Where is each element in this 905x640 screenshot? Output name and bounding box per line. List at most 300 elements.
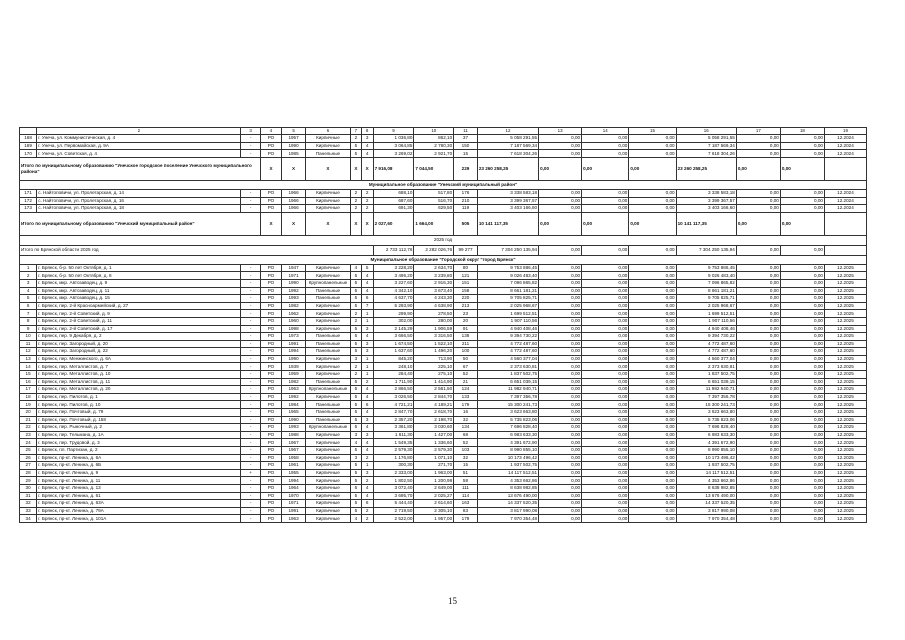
year-built-cell: 1957 — [282, 135, 306, 143]
ro-method-cell: РО — [260, 264, 281, 272]
region-cost-cell: 0,00 — [582, 386, 629, 394]
living-area-cell: 862,10 — [414, 135, 454, 143]
year-built-cell: 1970 — [282, 492, 306, 500]
total-area-cell: 3 361,80 — [373, 424, 414, 432]
table-row — [20, 454, 867, 462]
elevator-cell: - — [241, 264, 260, 272]
municipal-cost-cell: 0,00 — [629, 515, 676, 523]
register-table — [19, 127, 867, 523]
completion-date-cell: 12.2025 — [824, 469, 866, 477]
region-cost-cell: 0,00 — [582, 371, 629, 379]
completion-date-cell: 12.2025 — [824, 340, 866, 348]
completion-date-cell: 12.2025 — [824, 279, 866, 287]
entrances-cell: 3 — [361, 431, 373, 439]
owner-cost-cell: 3 403 166,60 — [676, 205, 736, 213]
living-area-cell: 2 561,50 — [414, 386, 454, 394]
living-area-cell: 629,50 — [414, 205, 454, 213]
elevator-cell: - — [241, 507, 260, 515]
elevator-cell: - — [241, 189, 260, 197]
elevator-cell: - — [241, 287, 260, 295]
floors-cell: 4 — [351, 264, 362, 272]
wall-material-cell: Кирпичные — [305, 515, 350, 523]
owner-cost-cell: 4 772 487,60 — [676, 348, 736, 356]
address-cell: г. Брянск, пер. Металлистов, д. 11 — [37, 378, 241, 386]
region-cost-cell: 0,00 — [582, 325, 629, 333]
year-built-cell: 1973 — [282, 333, 306, 341]
fund-cost-cell: 0,00 — [539, 378, 582, 386]
region-cost-cell: 0,00 — [582, 424, 629, 432]
year-built-cell: 1947 — [282, 264, 306, 272]
year-built-cell: 1966 — [282, 205, 306, 213]
elevator-cell: - — [241, 454, 260, 462]
owner-cost-cell: 9 753 886,45 — [676, 264, 736, 272]
reserve-cost-cell: 0,00 — [780, 378, 824, 386]
wall-material-cell: Кирпичные — [305, 462, 350, 470]
address-cell: г. Брянск, пер. 2-й Красноармейский, д. 27 — [37, 302, 241, 310]
region-cost-cell: 0,00 — [582, 393, 629, 401]
table-row — [20, 205, 867, 213]
table-row — [20, 340, 867, 348]
year-heading-2025 — [20, 235, 867, 245]
extra-cost-cell: 0,00 — [736, 469, 780, 477]
address-cell: г. Брянск, б-р. 50 лет Октября, д. 8 — [37, 272, 241, 280]
entrances-cell: 4 — [361, 393, 373, 401]
placeholder-x-cell: X — [305, 157, 350, 180]
year-built-cell: 1994 — [282, 348, 306, 356]
owner-cost-cell: 7 970 354,48 — [676, 515, 736, 523]
entrances-cell: 1 — [361, 355, 373, 363]
table-row — [20, 393, 867, 401]
total-area-cell: 299,90 — [373, 310, 414, 318]
total-area-cell: 3 072,40 — [373, 484, 414, 492]
floors-cell: 2 — [351, 317, 362, 325]
table-row — [20, 484, 867, 492]
municipal-cost-cell: 0,00 — [629, 454, 676, 462]
elevator-cell: - — [241, 325, 260, 333]
address-cell: г. Брянск, пер. 2-й Советский, д. 11 — [37, 317, 241, 325]
header-cell-16: 16 — [676, 128, 736, 135]
total-cost-cell: 7 187 569,34 — [477, 142, 538, 150]
floors-cell: 5 — [351, 340, 362, 348]
living-area-cell: 4 189,21 — [414, 401, 454, 409]
subtotal-blank-cell — [824, 157, 866, 180]
total-cost-cell: 7 970 354,48 — [477, 515, 538, 523]
completion-date-cell: 12.2025 — [824, 515, 866, 523]
total-area-cell: 691,30 — [373, 205, 414, 213]
elevator-cell: - — [241, 386, 260, 394]
total-area-cell: 2 333,00 — [373, 469, 414, 477]
subtotal-c16-cell: 10 141 117,35 — [676, 212, 736, 235]
wall-material-cell: Панельные — [305, 416, 350, 424]
ro-method-cell: РО — [260, 515, 281, 523]
address-cell: г. Брянск, пер. Металлистов, д. 7 — [37, 363, 241, 371]
wall-material-cell: Кирпичные — [305, 500, 350, 508]
residents-cell: 158 — [454, 287, 478, 295]
reserve-cost-cell: 0,00 — [780, 333, 824, 341]
fund-cost-cell: 0,00 — [539, 279, 582, 287]
residents-cell: 21 — [454, 378, 478, 386]
entrances-cell: 1 — [361, 310, 373, 318]
year-built-cell: 1991 — [282, 507, 306, 515]
region-cost-cell: 0,00 — [582, 279, 629, 287]
extra-cost-cell: 0,00 — [736, 454, 780, 462]
total-label: Итого по Брянской области 2025 год — [20, 245, 374, 255]
page-number: 15 — [448, 596, 457, 606]
municipal-cost-cell: 0,00 — [629, 507, 676, 515]
owner-cost-cell: 3 817 990,08 — [676, 507, 736, 515]
living-area-cell: 280,00 — [414, 317, 454, 325]
table-row — [20, 135, 867, 143]
fund-cost-cell: 0,00 — [539, 287, 582, 295]
wall-material-cell: Кирпичные — [305, 363, 350, 371]
region-cost-cell: 0,00 — [582, 355, 629, 363]
living-area-cell: 2 780,30 — [414, 142, 454, 150]
wall-material-cell: Крупнопанельные — [305, 386, 350, 394]
fund-cost-cell: 0,00 — [539, 439, 582, 447]
total-c15-cell: 0,00 — [629, 245, 676, 255]
row-number-cell: 4 — [20, 287, 37, 295]
row-number-cell: 9 — [20, 325, 37, 333]
total-cost-cell: 9 394 730,22 — [477, 333, 538, 341]
total-area-cell: 1 802,50 — [373, 477, 414, 485]
section-heading-unecha-district — [20, 180, 867, 189]
subtotal-c15-cell: 0,00 — [629, 157, 676, 180]
subtotal-c17-cell: 0,00 — [736, 212, 780, 235]
floors-cell: 5 — [351, 333, 362, 341]
year-built-cell: 1965 — [282, 409, 306, 417]
wall-material-cell: Панельные — [305, 340, 350, 348]
entrances-cell: 2 — [361, 189, 373, 197]
wall-material-cell: Кирпичные — [305, 454, 350, 462]
year-built-cell: 1967 — [282, 439, 306, 447]
wall-material-cell: Кирпичные — [305, 492, 350, 500]
row-number-cell: 28 — [20, 469, 37, 477]
table-row — [20, 424, 867, 432]
total-area-cell: 5 293,90 — [373, 302, 414, 310]
total-area-cell: 688,10 — [373, 189, 414, 197]
reserve-cost-cell: 0,00 — [780, 515, 824, 523]
address-cell: г. Брянск, пр-кт. Ленина, д. 9 — [37, 469, 241, 477]
completion-date-cell: 12.2025 — [824, 287, 866, 295]
floors-cell: 2 — [351, 310, 362, 318]
entrances-cell: 4 — [361, 484, 373, 492]
subtotal-c17-cell: 0,00 — [736, 157, 780, 180]
owner-cost-cell: 5 735 823,06 — [676, 416, 736, 424]
residents-cell: 138 — [454, 333, 478, 341]
residents-cell: 114 — [454, 492, 478, 500]
year-built-cell: 1992 — [282, 287, 306, 295]
municipal-cost-cell: 0,00 — [629, 264, 676, 272]
extra-cost-cell: 0,00 — [736, 348, 780, 356]
completion-date-cell: 12.2024 — [824, 205, 866, 213]
completion-date-cell: 12.2025 — [824, 492, 866, 500]
reserve-cost-cell: 0,00 — [780, 507, 824, 515]
table-row — [20, 401, 867, 409]
fund-cost-cell: 0,00 — [539, 447, 582, 455]
row-number-cell: 173 — [20, 205, 37, 213]
extra-cost-cell: 0,00 — [736, 484, 780, 492]
living-area-cell: 225,10 — [414, 363, 454, 371]
subtotal-label: Итого по муниципальному образованию "Унечский муниципальный район" — [20, 212, 261, 235]
total-cost-cell: 7 096 865,82 — [477, 279, 538, 287]
header-cell-5: 5 — [282, 128, 306, 135]
completion-date-cell: 12.2025 — [824, 393, 866, 401]
ro-method-cell: РО — [260, 424, 281, 432]
total-area-cell: 2 733 112,76 — [373, 245, 414, 255]
header-cell-18: 18 — [780, 128, 824, 135]
year-built-cell: 1988 — [282, 431, 306, 439]
reserve-cost-cell: 0,00 — [780, 355, 824, 363]
owner-cost-cell: 7 618 304,26 — [676, 150, 736, 158]
owner-cost-cell: 10 173 496,42 — [676, 454, 736, 462]
address-cell: с. Найтоповичи, ул. Пролетарская, д. 18 — [37, 205, 241, 213]
total-area-cell: 3 495,20 — [373, 272, 414, 280]
total-area-cell: 1 036,80 — [373, 135, 414, 143]
region-cost-cell: 0,00 — [582, 462, 629, 470]
ro-method-cell: РО — [260, 355, 281, 363]
total-area-cell: 1 711,90 — [373, 378, 414, 386]
municipal-cost-cell: 0,00 — [629, 197, 676, 205]
municipal-cost-cell: 0,00 — [629, 477, 676, 485]
table-row — [20, 272, 867, 280]
table-row — [20, 378, 867, 386]
residents-cell: 134 — [454, 424, 478, 432]
wall-material-cell: Кирпичные — [305, 272, 350, 280]
extra-cost-cell: 0,00 — [736, 150, 780, 158]
elevator-cell: - — [241, 363, 260, 371]
year-built-cell: 1991 — [282, 340, 306, 348]
region-cost-cell: 0,00 — [582, 197, 629, 205]
reserve-cost-cell: 0,00 — [780, 272, 824, 280]
subtotal-area-cell: 2 027,60 — [373, 212, 414, 235]
year-built-cell: 1959 — [282, 371, 306, 379]
extra-cost-cell: 0,00 — [736, 401, 780, 409]
wall-material-cell: Кирпичные — [305, 355, 350, 363]
address-cell: г. Брянск, пер. 2-й Советский, д. 9 — [37, 310, 241, 318]
fund-cost-cell: 0,00 — [539, 333, 582, 341]
header-cell-14: 14 — [582, 128, 629, 135]
total-cost-cell: 6 651 039,15 — [477, 378, 538, 386]
municipal-cost-cell: 0,00 — [629, 189, 676, 197]
municipal-cost-cell: 0,00 — [629, 135, 676, 143]
completion-date-cell: 12.2025 — [824, 264, 866, 272]
region-cost-cell: 0,00 — [582, 447, 629, 455]
elevator-cell: - — [241, 205, 260, 213]
address-cell: г. Брянск, пер. Металлистов, д. 20 — [37, 386, 241, 394]
fund-cost-cell: 0,00 — [539, 431, 582, 439]
extra-cost-cell: 0,00 — [736, 135, 780, 143]
fund-cost-cell: 0,00 — [539, 325, 582, 333]
reserve-cost-cell: 0,00 — [780, 371, 824, 379]
header-cell-19: 19 — [824, 128, 866, 135]
total-cost-cell: 2 025 968,67 — [477, 302, 538, 310]
wall-material-cell: Крупнопанельные — [305, 424, 350, 432]
total-area-cell: 3 227,60 — [373, 279, 414, 287]
ro-method-cell: РО — [260, 325, 281, 333]
living-area-cell: 1 336,60 — [414, 439, 454, 447]
owner-cost-cell: 7 397 356,78 — [676, 393, 736, 401]
completion-date-cell: 12.2025 — [824, 333, 866, 341]
table-row — [20, 355, 867, 363]
reserve-cost-cell: 0,00 — [780, 340, 824, 348]
reserve-cost-cell: 0,00 — [780, 205, 824, 213]
subtotal-row-unecha-district — [20, 212, 867, 235]
table-row — [20, 386, 867, 394]
year-built-cell: 1955 — [282, 469, 306, 477]
extra-cost-cell: 0,00 — [736, 409, 780, 417]
address-cell: г. Брянск, пер. Рыночный, д. 2 — [37, 424, 241, 432]
entrances-cell: 4 — [361, 409, 373, 417]
fund-cost-cell: 0,00 — [539, 310, 582, 318]
fund-cost-cell: 0,00 — [539, 484, 582, 492]
entrances-cell: 7 — [361, 302, 373, 310]
reserve-cost-cell: 0,00 — [780, 439, 824, 447]
ro-method-cell: РО — [260, 378, 281, 386]
owner-cost-cell: 7 187 569,34 — [676, 142, 736, 150]
wall-material-cell: Кирпичные — [305, 205, 350, 213]
total-c18-cell: 0,00 — [780, 245, 824, 255]
fund-cost-cell: 0,00 — [539, 371, 582, 379]
residents-cell: 37 — [454, 135, 478, 143]
completion-date-cell: 12.2025 — [824, 363, 866, 371]
municipal-cost-cell: 0,00 — [629, 431, 676, 439]
header-cell-17: 17 — [736, 128, 780, 135]
elevator-cell: - — [241, 310, 260, 318]
completion-date-cell: 12.2025 — [824, 310, 866, 318]
entrances-cell: 5 — [361, 264, 373, 272]
owner-cost-cell: 14 337 520,35 — [676, 500, 736, 508]
completion-date-cell: 12.2025 — [824, 424, 866, 432]
floors-cell: 5 — [351, 401, 362, 409]
extra-cost-cell: 0,00 — [736, 279, 780, 287]
elevator-cell: - — [241, 484, 260, 492]
total-cost-cell: 7 696 828,40 — [477, 424, 538, 432]
row-number-cell: 14 — [20, 363, 37, 371]
year-built-cell: 1971 — [282, 272, 306, 280]
row-number-cell: 33 — [20, 507, 37, 515]
region-cost-cell: 0,00 — [582, 264, 629, 272]
wall-material-cell: Кирпичные — [305, 439, 350, 447]
reserve-cost-cell: 0,00 — [780, 348, 824, 356]
floors-cell: 5 — [351, 500, 362, 508]
ro-method-cell: РО — [260, 279, 281, 287]
municipal-cost-cell: 0,00 — [629, 150, 676, 158]
table-row — [20, 310, 867, 318]
reserve-cost-cell: 0,00 — [780, 386, 824, 394]
owner-cost-cell: 9 026 483,40 — [676, 272, 736, 280]
register-table-body — [20, 128, 867, 523]
extra-cost-cell: 0,00 — [736, 310, 780, 318]
ro-method-cell: РО — [260, 492, 281, 500]
region-cost-cell: 0,00 — [582, 492, 629, 500]
address-cell: г. Брянск, пл. Партизан, д. 2 — [37, 447, 241, 455]
table-row — [20, 279, 867, 287]
register-table-container — [19, 127, 867, 523]
floors-cell: 4 — [351, 515, 362, 523]
total-cost-cell: 4 391 672,90 — [477, 439, 538, 447]
owner-cost-cell: 7 696 828,40 — [676, 424, 736, 432]
fund-cost-cell: 0,00 — [539, 401, 582, 409]
region-cost-cell: 0,00 — [582, 439, 629, 447]
residents-cell: 20 — [454, 317, 478, 325]
entrances-cell: 4 — [361, 386, 373, 394]
ro-method-cell: РО — [260, 507, 281, 515]
row-number-cell: 24 — [20, 439, 37, 447]
total-cost-cell: 3 338 583,18 — [477, 189, 538, 197]
fund-cost-cell: 0,00 — [539, 295, 582, 303]
elevator-cell: - — [241, 302, 260, 310]
elevator-cell: - — [241, 142, 260, 150]
region-cost-cell: 0,00 — [582, 454, 629, 462]
total-area-cell: 845,20 — [373, 355, 414, 363]
total-area-cell: 3 695,70 — [373, 492, 414, 500]
wall-material-cell: Панельные — [305, 378, 350, 386]
total-cost-cell: 6 983 633,30 — [477, 431, 538, 439]
year-heading-2025-cell: 2025 год — [20, 235, 867, 245]
extra-cost-cell: 0,00 — [736, 287, 780, 295]
extra-cost-cell: 0,00 — [736, 371, 780, 379]
row-number-cell: 169 — [20, 142, 37, 150]
header-cell-13: 13 — [539, 128, 582, 135]
row-number-cell: 25 — [20, 447, 37, 455]
table-row — [20, 295, 867, 303]
region-cost-cell: 0,00 — [582, 302, 629, 310]
wall-material-cell: Кирпичные — [305, 431, 350, 439]
extra-cost-cell: 0,00 — [736, 355, 780, 363]
total-cost-cell: 1 837 502,75 — [477, 371, 538, 379]
ro-method-cell: РО — [260, 150, 281, 158]
row-number-cell: 16 — [20, 378, 37, 386]
table-row — [20, 317, 867, 325]
ro-method-cell: РО — [260, 469, 281, 477]
wall-material-cell: Кирпичные — [305, 507, 350, 515]
address-cell: г. Брянск, пер. Загородный, д. 20 — [37, 340, 241, 348]
residents-cell: 23 — [454, 310, 478, 318]
extra-cost-cell: 0,00 — [736, 439, 780, 447]
owner-cost-cell: 8 990 855,10 — [676, 447, 736, 455]
total-cost-cell: 4 560 377,04 — [477, 355, 538, 363]
completion-date-cell: 12.2025 — [824, 507, 866, 515]
total-cost-cell: 4 353 662,86 — [477, 477, 538, 485]
completion-date-cell: 12.2025 — [824, 355, 866, 363]
table-row — [20, 507, 867, 515]
extra-cost-cell: 0,00 — [736, 515, 780, 523]
region-cost-cell: 0,00 — [582, 431, 629, 439]
row-number-cell: 15 — [20, 371, 37, 379]
residents-cell: 151 — [454, 279, 478, 287]
living-area-cell: 2 305,10 — [414, 507, 454, 515]
ro-method-cell: РО — [260, 197, 281, 205]
address-cell: г. Брянск, пер. Пилотов, д. 1 — [37, 393, 241, 401]
owner-cost-cell: 9 705 825,71 — [676, 295, 736, 303]
header-cell-2: 2 — [37, 128, 241, 135]
entrances-cell: 2 — [361, 197, 373, 205]
floors-cell: 5 — [351, 447, 362, 455]
living-area-cell: 271,70 — [414, 462, 454, 470]
subtotal-c13-cell: 0,00 — [539, 157, 582, 180]
extra-cost-cell: 0,00 — [736, 264, 780, 272]
residents-cell: 32 — [454, 454, 478, 462]
extra-cost-cell: 0,00 — [736, 378, 780, 386]
elevator-cell: + — [241, 469, 260, 477]
owner-cost-cell: 4 940 408,46 — [676, 325, 736, 333]
fund-cost-cell: 0,00 — [539, 393, 582, 401]
owner-cost-cell: 4 391 672,90 — [676, 439, 736, 447]
extra-cost-cell: 0,00 — [736, 295, 780, 303]
residents-cell: 83 — [454, 507, 478, 515]
year-built-cell: 1967 — [282, 447, 306, 455]
living-area-cell: 1 522,10 — [414, 340, 454, 348]
